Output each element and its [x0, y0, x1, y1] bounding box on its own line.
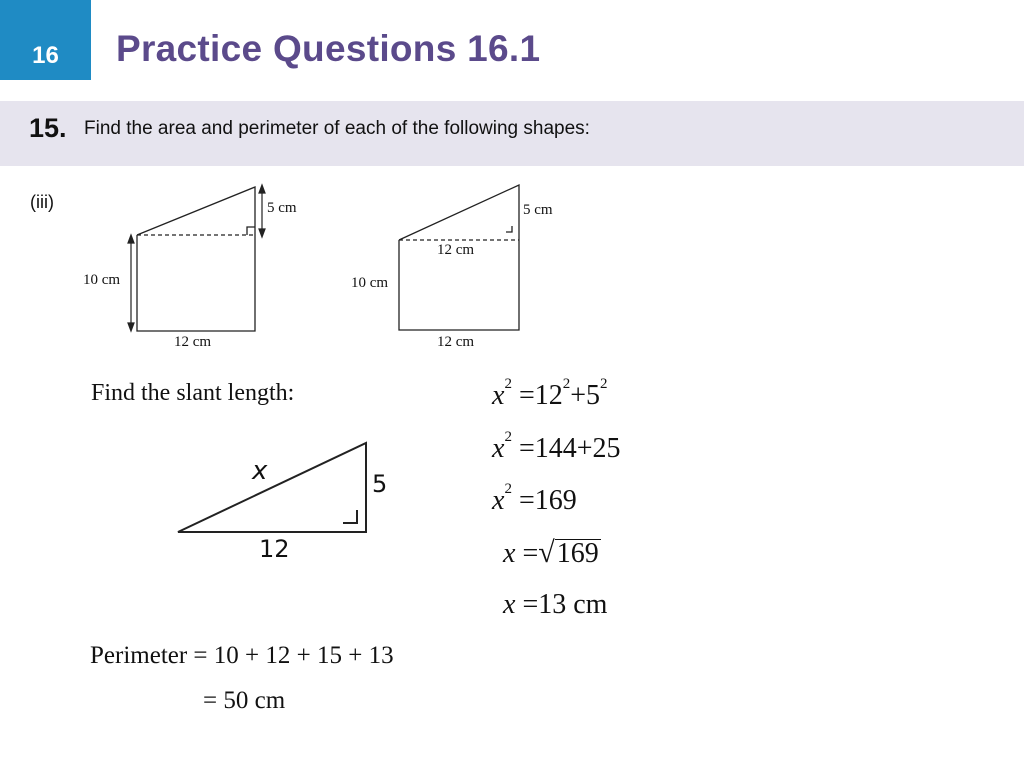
figure-2-bottom-label: 12 cm: [437, 334, 475, 350]
figure-2-middle-label: 12 cm: [437, 242, 475, 258]
exp: 2: [562, 376, 571, 392]
slant-triangle: [178, 443, 366, 532]
figure-1-top-label: 5 cm: [267, 200, 297, 216]
figure-1-bottom-label: 12 cm: [174, 334, 212, 350]
question-text: Find the area and perimeter of each of the following shapes:: [84, 118, 590, 139]
exp: 2: [504, 429, 512, 445]
figure-1-shape: [137, 187, 255, 331]
term-a: 12: [534, 380, 563, 411]
working-line-1: $x^2 =12^2+5^2$: [492, 376, 608, 411]
working-line-5: x =13 cm: [503, 589, 608, 620]
unit: cm: [573, 589, 608, 620]
working-line-3: $x^2 =169$: [492, 481, 577, 516]
term-b: 5: [586, 380, 601, 411]
chapter-number: 16: [32, 42, 59, 69]
var-x: x: [492, 485, 505, 516]
working-line-4: x =√169: [503, 536, 599, 569]
value: 13: [538, 589, 567, 620]
exp: 2: [600, 376, 608, 392]
triangle-vertical-label: 5: [372, 470, 388, 498]
perimeter-line-1: Perimeter = 10 + 12 + 15 + 13: [90, 642, 394, 669]
rhs: 169: [534, 485, 577, 516]
figure-1-arrows: [128, 185, 265, 331]
var-x: x: [492, 433, 505, 464]
radicand: 169: [556, 538, 599, 569]
question-number: 15.: [29, 113, 67, 143]
var-x: x: [503, 538, 516, 569]
slant-heading: Find the slant length:: [91, 380, 295, 406]
exp: 2: [504, 376, 512, 392]
triangle-base-label: 12: [259, 535, 290, 563]
rhs: 144+25: [534, 433, 621, 464]
sqrt-icon: √: [538, 536, 555, 569]
triangle-hyp-label: x: [252, 456, 268, 486]
figure-2-side-label: 10 cm: [351, 275, 389, 291]
figure-2-top-label: 5 cm: [523, 202, 553, 218]
page-title: Practice Questions 16.1: [116, 28, 541, 69]
exp: 2: [504, 481, 512, 497]
part-label: (iii): [30, 192, 54, 212]
perimeter-line-2: = 50 cm: [203, 687, 286, 714]
var-x: x: [492, 380, 505, 411]
var-x: x: [503, 589, 516, 620]
figure-1-side-label: 10 cm: [83, 272, 121, 288]
working-line-2: $x^2 =144+25$: [492, 429, 621, 464]
